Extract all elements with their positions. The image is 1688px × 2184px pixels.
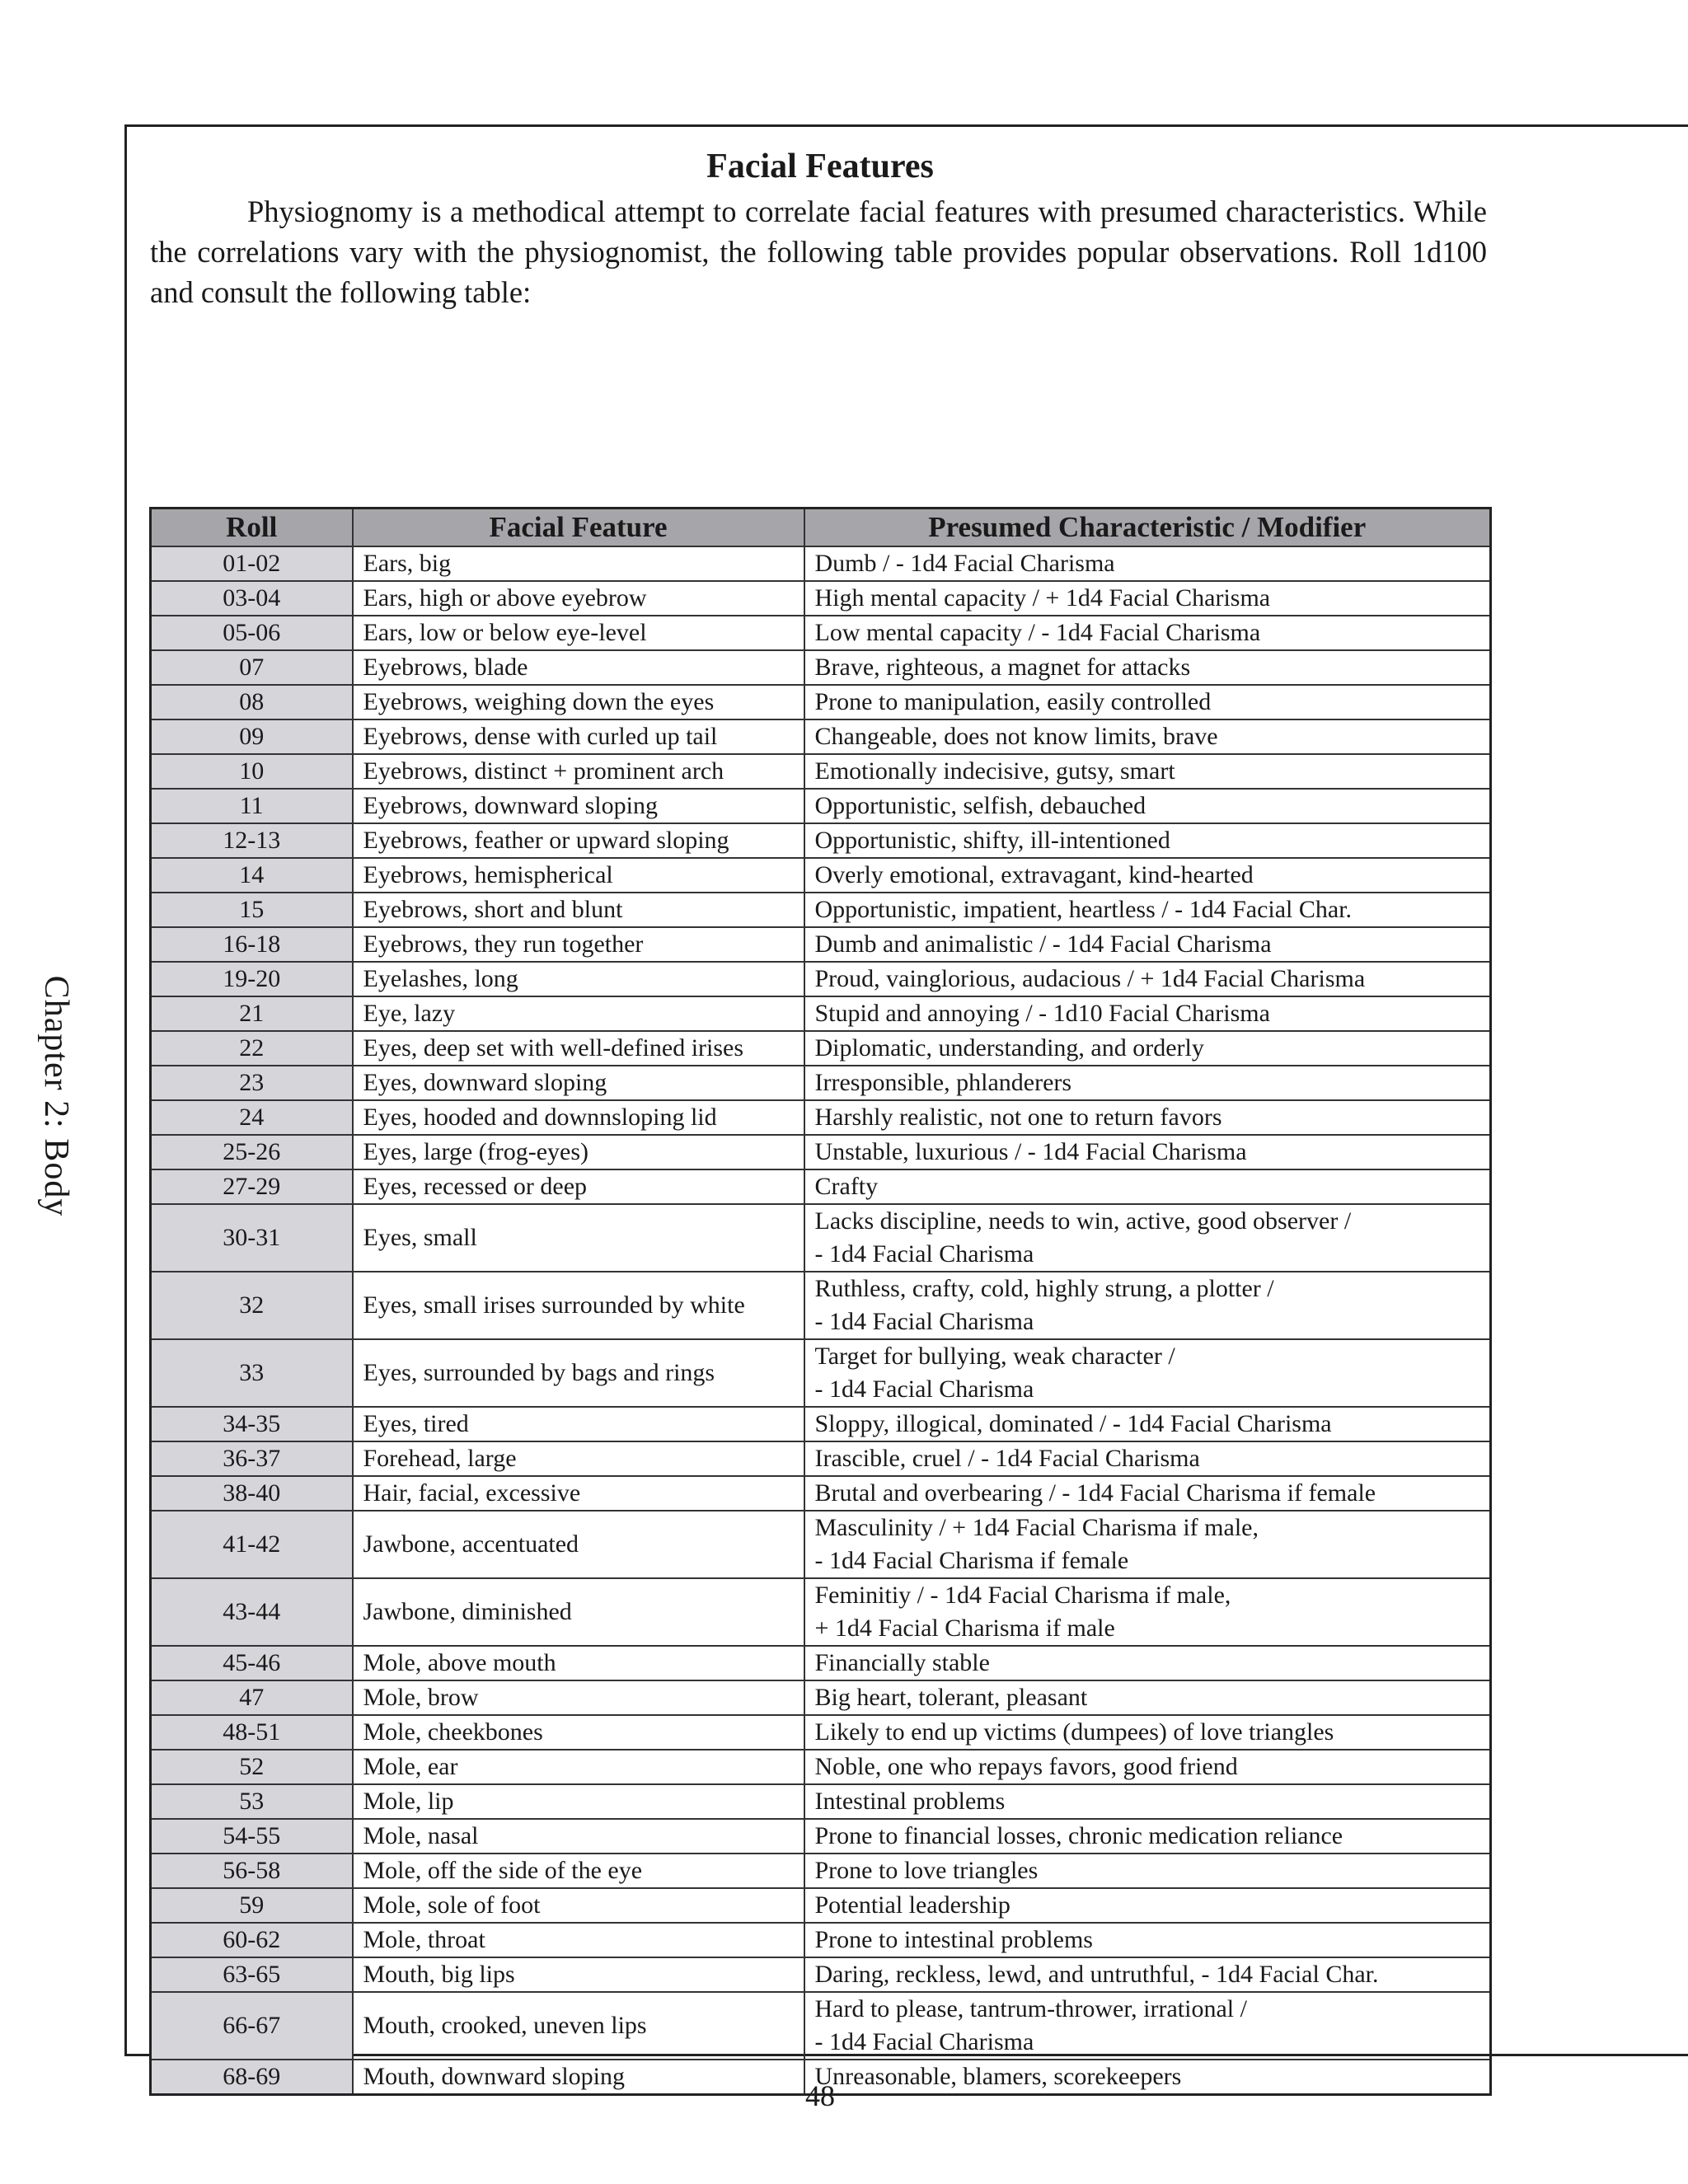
roll-cell: 07 xyxy=(151,650,353,685)
characteristic-line: Emotionally indecisive, gutsy, smart xyxy=(814,757,1175,785)
facial-feature-cell: Eyes, recessed or deep xyxy=(353,1169,804,1204)
characteristic-cell xyxy=(804,1272,1491,1339)
facial-feature-cell: Mole, lip xyxy=(353,1784,804,1819)
characteristic-cell xyxy=(804,1680,1491,1715)
facial-feature-cell: Eyebrows, weighing down the eyes xyxy=(353,685,804,719)
facial-feature-cell: Mole, throat xyxy=(353,1923,804,1957)
roll-cell: 60-62 xyxy=(151,1923,353,1957)
roll-cell: 47 xyxy=(151,1680,353,1715)
characteristic-line: Likely to end up victims (dumpees) of love triangles xyxy=(814,1718,1334,1746)
characteristic-cell xyxy=(804,1511,1491,1578)
characteristic-cell xyxy=(804,1715,1491,1750)
table-row xyxy=(151,1339,1491,1407)
facial-feature-cell: Forehead, large xyxy=(353,1441,804,1476)
table-row xyxy=(151,546,1491,581)
characteristic-line: Irresponsible, phlanderers xyxy=(814,1069,1072,1096)
table-row xyxy=(151,858,1491,893)
characteristic-line: Dumb and animalistic / - 1d4 Facial Charisma xyxy=(814,930,1272,958)
characteristic-line: Crafty xyxy=(814,1173,879,1200)
roll-cell: 10 xyxy=(151,754,353,789)
characteristic-line: Opportunistic, selfish, debauched xyxy=(814,792,1146,819)
facial-feature-cell: Mole, cheekbones xyxy=(353,1715,804,1750)
roll-cell: 08 xyxy=(151,685,353,719)
roll-cell: 43-44 xyxy=(151,1578,353,1646)
table-row xyxy=(151,1854,1491,1888)
roll-cell: 33 xyxy=(151,1339,353,1407)
facial-feature-cell: Mole, off the side of the eye xyxy=(353,1854,804,1888)
roll-cell: 32 xyxy=(151,1272,353,1339)
roll-cell: 27-29 xyxy=(151,1169,353,1204)
facial-feature-cell: Mole, brow xyxy=(353,1680,804,1715)
characteristic-cell xyxy=(804,685,1491,719)
table-row xyxy=(151,996,1491,1031)
characteristic-cell xyxy=(804,823,1491,858)
roll-cell: 54-55 xyxy=(151,1819,353,1854)
table-row xyxy=(151,1992,1491,2060)
table-row xyxy=(151,1715,1491,1750)
facial-feature-cell: Eyebrows, blade xyxy=(353,650,804,685)
roll-cell: 01-02 xyxy=(151,546,353,581)
characteristic-cell xyxy=(804,1100,1491,1135)
roll-cell: 48-51 xyxy=(151,1715,353,1750)
table-row xyxy=(151,1819,1491,1854)
characteristic-cell xyxy=(804,1066,1491,1100)
characteristic-cell xyxy=(804,546,1491,581)
characteristic-line: Feminitiy / - 1d4 Facial Charisma if male, xyxy=(814,1582,1231,1609)
roll-cell: 30-31 xyxy=(151,1204,353,1272)
characteristic-line: High mental capacity / + 1d4 Facial Charisma xyxy=(814,584,1271,612)
characteristic-cell xyxy=(804,1819,1491,1854)
facial-feature-cell: Jawbone, accentuated xyxy=(353,1511,804,1578)
table-row xyxy=(151,1031,1491,1066)
roll-cell: 41-42 xyxy=(151,1511,353,1578)
facial-feature-cell: Eyebrows, feather or upward sloping xyxy=(353,823,804,858)
table-row xyxy=(151,1750,1491,1784)
characteristic-line: Dumb / - 1d4 Facial Charisma xyxy=(814,550,1115,577)
table-row xyxy=(151,650,1491,685)
roll-cell: 24 xyxy=(151,1100,353,1135)
roll-cell: 68-69 xyxy=(151,2060,353,2095)
characteristic-cell xyxy=(804,1784,1491,1819)
characteristic-line: Daring, reckless, lewd, and untruthful, - 1d4 Facial Char. xyxy=(814,1961,1379,1988)
characteristic-line: Opportunistic, shifty, ill-intentioned xyxy=(814,827,1170,854)
roll-cell: 56-58 xyxy=(151,1854,353,1888)
roll-cell: 22 xyxy=(151,1031,353,1066)
characteristic-cell xyxy=(804,1646,1491,1680)
characteristic-cell xyxy=(804,789,1491,823)
characteristic-line: Noble, one who repays favors, good friend xyxy=(814,1753,1238,1780)
table-row xyxy=(151,893,1491,927)
table-row xyxy=(151,1784,1491,1819)
facial-feature-cell: Ears, low or below eye-level xyxy=(353,616,804,650)
characteristic-line: Unstable, luxurious / - 1d4 Facial Charisma xyxy=(814,1138,1247,1165)
table-row xyxy=(151,1407,1491,1441)
characteristic-line: Brave, righteous, a magnet for attacks xyxy=(814,654,1191,681)
table-row xyxy=(151,1511,1491,1578)
roll-cell: 03-04 xyxy=(151,581,353,616)
roll-cell: 15 xyxy=(151,893,353,927)
characteristic-line: Ruthless, crafty, cold, highly strung, a plotter / xyxy=(814,1275,1274,1302)
facial-feature-cell: Eyebrows, hemispherical xyxy=(353,858,804,893)
roll-cell: 23 xyxy=(151,1066,353,1100)
chapter-side-label-text: Chapter 2: Body xyxy=(37,975,75,1217)
table-row xyxy=(151,685,1491,719)
facial-feature-cell: Ears, high or above eyebrow xyxy=(353,581,804,616)
facial-feature-cell: Eyebrows, they run together xyxy=(353,927,804,962)
characteristic-line: - 1d4 Facial Charisma xyxy=(814,1240,1034,1268)
table-row xyxy=(151,1957,1491,1992)
characteristic-line: Prone to intestinal problems xyxy=(814,1926,1093,1953)
characteristic-line: Lacks discipline, needs to win, active, good observer / xyxy=(814,1207,1352,1235)
characteristic-line: Changeable, does not know limits, brave xyxy=(814,723,1218,750)
characteristic-cell xyxy=(804,858,1491,893)
characteristic-cell xyxy=(804,1923,1491,1957)
facial-feature-cell: Eyebrows, short and blunt xyxy=(353,893,804,927)
characteristic-cell xyxy=(804,1031,1491,1066)
roll-cell: 19-20 xyxy=(151,962,353,996)
characteristic-cell xyxy=(804,581,1491,616)
table-row xyxy=(151,581,1491,616)
roll-cell: 59 xyxy=(151,1888,353,1923)
roll-cell: 45-46 xyxy=(151,1646,353,1680)
facial-feature-cell: Eyes, tired xyxy=(353,1407,804,1441)
characteristic-line: Intestinal problems xyxy=(814,1788,1006,1815)
facial-feature-cell: Mole, above mouth xyxy=(353,1646,804,1680)
facial-feature-cell: Ears, big xyxy=(353,546,804,581)
characteristic-line: Potential leadership xyxy=(814,1891,1010,1919)
characteristic-cell xyxy=(804,1750,1491,1784)
roll-cell: 14 xyxy=(151,858,353,893)
characteristic-cell xyxy=(804,1888,1491,1923)
characteristic-cell xyxy=(804,616,1491,650)
characteristic-cell xyxy=(804,650,1491,685)
roll-cell: 25-26 xyxy=(151,1135,353,1169)
facial-feature-cell: Eyes, downward sloping xyxy=(353,1066,804,1100)
table-row xyxy=(151,1169,1491,1204)
facial-feature-cell: Mole, ear xyxy=(353,1750,804,1784)
table-row xyxy=(151,1923,1491,1957)
facial-feature-cell: Mole, sole of foot xyxy=(353,1888,804,1923)
table-row xyxy=(151,1646,1491,1680)
facial-feature-cell: Eyes, surrounded by bags and rings xyxy=(353,1339,804,1407)
roll-cell: 05-06 xyxy=(151,616,353,650)
table-row xyxy=(151,1888,1491,1923)
characteristic-line: Opportunistic, impatient, heartless / - 1d4 Facial Char. xyxy=(814,896,1353,923)
roll-cell: 12-13 xyxy=(151,823,353,858)
facial-feature-cell: Mouth, downward sloping xyxy=(353,2060,804,2095)
characteristic-line: Unreasonable, blamers, scorekeepers xyxy=(814,2063,1182,2090)
characteristic-cell xyxy=(804,1169,1491,1204)
table-header-row xyxy=(151,509,1491,547)
characteristic-line: - 1d4 Facial Charisma xyxy=(814,2028,1034,2055)
section-title: Facial Features xyxy=(706,148,934,185)
characteristic-cell xyxy=(804,1578,1491,1646)
characteristic-cell xyxy=(804,1992,1491,2060)
table-body xyxy=(151,546,1491,2095)
characteristic-line: Prone to love triangles xyxy=(814,1857,1039,1884)
facial-feature-cell: Jawbone, diminished xyxy=(353,1578,804,1646)
table-row xyxy=(151,927,1491,962)
intro-text: Physiognomy is a methodical attempt to correlate facial features with presumed characteristics. While the correlations vary with the physiognomist, the following table provides popular observations. Roll 1d100 and consult the following table: xyxy=(150,194,1487,309)
characteristic-cell xyxy=(804,1854,1491,1888)
roll-cell: 66-67 xyxy=(151,1992,353,2060)
characteristic-cell xyxy=(804,1476,1491,1511)
header-presumed-characteristic: Presumed Characteristic / Modifier xyxy=(804,509,1491,547)
table-row xyxy=(151,1680,1491,1715)
facial-feature-cell: Mouth, big lips xyxy=(353,1957,804,1992)
characteristic-line: Overly emotional, extravagant, kind-hearted xyxy=(814,861,1254,888)
table-row xyxy=(151,1441,1491,1476)
characteristic-line: Financially stable xyxy=(814,1649,990,1676)
page-number: 48 xyxy=(805,2079,835,2112)
roll-cell: 34-35 xyxy=(151,1407,353,1441)
characteristic-cell xyxy=(804,1204,1491,1272)
characteristic-line: Sloppy, illogical, dominated / - 1d4 Facial Charisma xyxy=(814,1410,1332,1437)
facial-feature-cell: Eyebrows, downward sloping xyxy=(353,789,804,823)
facial-feature-cell: Eyes, deep set with well-defined irises xyxy=(353,1031,804,1066)
characteristic-cell xyxy=(804,1957,1491,1992)
table-row xyxy=(151,1066,1491,1100)
facial-feature-cell: Hair, facial, excessive xyxy=(353,1476,804,1511)
characteristic-line: Stupid and annoying / - 1d10 Facial Charisma xyxy=(814,1000,1270,1027)
table-row xyxy=(151,616,1491,650)
facial-feature-cell: Eye, lazy xyxy=(353,996,804,1031)
table-row xyxy=(151,1100,1491,1135)
characteristic-cell xyxy=(804,1135,1491,1169)
table-row xyxy=(151,1135,1491,1169)
facial-feature-cell: Eyes, hooded and downnsloping lid xyxy=(353,1100,804,1135)
facial-features-table xyxy=(149,507,1492,2096)
characteristic-line: Prone to financial losses, chronic medication reliance xyxy=(814,1822,1343,1849)
table-row xyxy=(151,1476,1491,1511)
characteristic-cell xyxy=(804,1407,1491,1441)
table-row xyxy=(151,754,1491,789)
table-row xyxy=(151,719,1491,754)
characteristic-cell xyxy=(804,893,1491,927)
facial-feature-cell: Eyes, small irises surrounded by white xyxy=(353,1272,804,1339)
roll-cell: 36-37 xyxy=(151,1441,353,1476)
characteristic-line: Prone to manipulation, easily controlled xyxy=(814,688,1212,715)
characteristic-line: - 1d4 Facial Charisma xyxy=(814,1308,1034,1335)
characteristic-cell xyxy=(804,1339,1491,1407)
facial-feature-cell: Eyebrows, dense with curled up tail xyxy=(353,719,804,754)
header-roll: Roll xyxy=(151,509,353,547)
characteristic-cell xyxy=(804,962,1491,996)
table-row xyxy=(151,1272,1491,1339)
characteristic-line: - 1d4 Facial Charisma xyxy=(814,1376,1034,1403)
characteristic-line: Irascible, cruel / - 1d4 Facial Charisma xyxy=(814,1445,1200,1472)
characteristic-cell xyxy=(804,927,1491,962)
facial-feature-cell: Mouth, crooked, uneven lips xyxy=(353,1992,804,2060)
characteristic-cell xyxy=(804,996,1491,1031)
facial-feature-cell: Eyelashes, long xyxy=(353,962,804,996)
characteristic-cell xyxy=(804,754,1491,789)
characteristic-line: Diplomatic, understanding, and orderly xyxy=(814,1034,1204,1062)
characteristic-line: Low mental capacity / - 1d4 Facial Charisma xyxy=(814,619,1261,646)
roll-cell: 53 xyxy=(151,1784,353,1819)
roll-cell: 09 xyxy=(151,719,353,754)
header-facial-feature: Facial Feature xyxy=(353,509,804,547)
roll-cell: 16-18 xyxy=(151,927,353,962)
facial-feature-cell: Eyebrows, distinct + prominent arch xyxy=(353,754,804,789)
characteristic-line: - 1d4 Facial Charisma if female xyxy=(814,1547,1129,1574)
characteristic-line: Proud, vainglorious, audacious / + 1d4 Facial Charisma xyxy=(814,965,1366,992)
intro-paragraph xyxy=(150,191,1487,312)
table-row xyxy=(151,1204,1491,1272)
roll-cell: 38-40 xyxy=(151,1476,353,1511)
characteristic-line: Brutal and overbearing / - 1d4 Facial Charisma if female xyxy=(814,1479,1376,1507)
facial-feature-cell: Eyes, large (frog-eyes) xyxy=(353,1135,804,1169)
roll-cell: 63-65 xyxy=(151,1957,353,1992)
characteristic-line: Target for bullying, weak character / xyxy=(814,1343,1175,1370)
facial-feature-cell: Eyes, small xyxy=(353,1204,804,1272)
characteristic-cell xyxy=(804,1441,1491,1476)
characteristic-line: Big heart, tolerant, pleasant xyxy=(814,1684,1088,1711)
characteristic-cell xyxy=(804,719,1491,754)
characteristic-line: Masculinity / + 1d4 Facial Charisma if male, xyxy=(814,1514,1259,1541)
characteristic-line: + 1d4 Facial Charisma if male xyxy=(814,1615,1115,1642)
table-row xyxy=(151,1578,1491,1646)
roll-cell: 11 xyxy=(151,789,353,823)
characteristic-line: Harshly realistic, not one to return favors xyxy=(814,1104,1222,1131)
table-row xyxy=(151,789,1491,823)
table-row xyxy=(151,823,1491,858)
characteristic-line: Hard to please, tantrum-thrower, irrational / xyxy=(814,1995,1247,2022)
roll-cell: 21 xyxy=(151,996,353,1031)
table-row xyxy=(151,962,1491,996)
roll-cell: 52 xyxy=(151,1750,353,1784)
facial-feature-cell: Mole, nasal xyxy=(353,1819,804,1854)
